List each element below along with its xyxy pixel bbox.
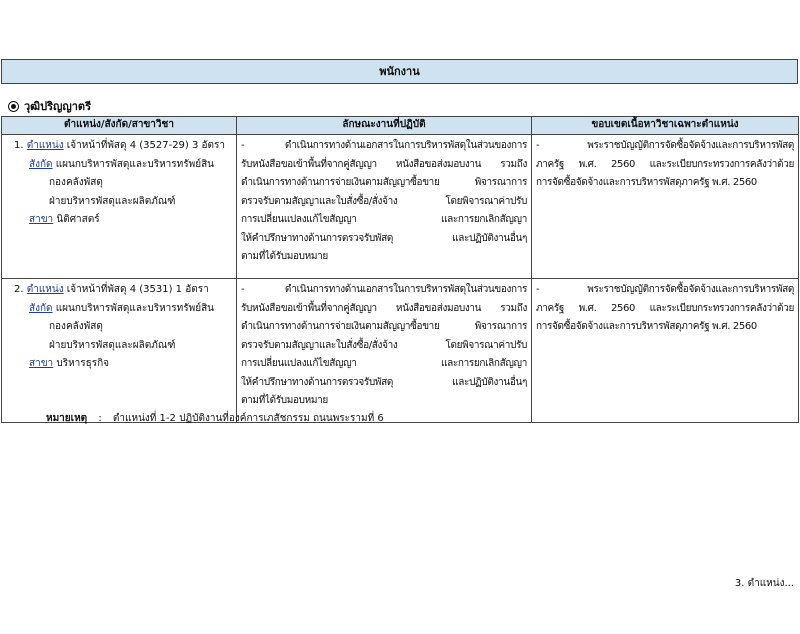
field-label: สาขา [29, 214, 54, 225]
header-position: ตำแหน่ง/สังกัด/สาขาวิชา [2, 117, 237, 135]
header-scope: ขอบเขตเนื้อหาวิชาเฉพาะตำแหน่ง [532, 117, 799, 135]
duties-line: ตรวจรับตามสัญญาและใบสั่งซื้อ/สั่งจ้าง โดยพิจารณาค่าปรับ [241, 195, 527, 207]
scope-line: การจัดซื้อจัดจ้างและการบริหารพัสดุภาครัฐ พ.ศ. 2560 [536, 321, 757, 332]
remark [46, 411, 384, 426]
position-cell [2, 135, 237, 279]
header-duties: ลักษณะงานที่ปฏิบัติ [237, 117, 532, 135]
duties-cell [237, 279, 532, 423]
position-value: เจ้าหน้าที่พัสดุ 4 (3527-29) 3 อัตรา [66, 140, 226, 151]
scope-line: - พระราชบัญญัติการจัดซื้อจัดจ้างและการบริหารพัสดุ [536, 284, 794, 295]
field-value: บริหารธุรกิจ [56, 358, 110, 369]
affiliation-label: สังกัด [29, 302, 53, 314]
page-continuation: 3. ตำแหน่ง... [734, 578, 794, 589]
position-line [6, 137, 232, 156]
field-value: นิติศาสตร์ [56, 214, 100, 225]
duties-line: - ดำเนินการทางด้านเอกสารในการบริหารพัสดุในส่วนของการ [241, 284, 527, 295]
degree-heading [8, 98, 91, 114]
affiliation-line [6, 300, 232, 319]
duties-cell [237, 135, 532, 279]
row-index: 2. [14, 284, 24, 295]
affiliation-line: ฝ่ายบริหารพัสดุและผลิตภัณฑ์ [49, 195, 176, 207]
duties-line: รับหนังสือขอเข้าพื้นที่จากคู่สัญญา หนังสือขอส่งมอบงาน รวมถึง [241, 302, 527, 314]
affiliation-line: ฝ่ายบริหารพัสดุและผลิตภัณฑ์ [49, 339, 176, 351]
affiliation-line: กองคลังพัสดุ [49, 321, 103, 332]
field-line [6, 211, 232, 230]
affiliation-label: สังกัด [29, 158, 53, 170]
duties-line: ให้คำปรึกษาทางด้านการตรวจรับพัสดุ และปฏิบัติงานอื่นๆ [241, 232, 527, 244]
duties-line: การเปลี่ยนแปลงแก้ไขสัญญา และการยกเลิกสัญญา [241, 358, 527, 369]
field-label: สาขา [29, 358, 54, 369]
scope-line: ภาครัฐ พ.ศ. 2560 และระเบียบกระทรวงการคลังว่าด้วย [536, 158, 794, 170]
position-label: ตำแหน่ง [26, 284, 64, 295]
position-table [1, 116, 799, 423]
field-line [6, 355, 232, 374]
duties-line: ให้คำปรึกษาทางด้านการตรวจรับพัสดุ และปฏิบัติงานอื่นๆ [241, 376, 527, 388]
duties-line: ตามที่ได้รับมอบหมาย [241, 251, 328, 262]
remark-separator: : [98, 413, 102, 424]
affiliation-value: แผนกบริหารพัสดุและบริหารทรัพย์สิน [55, 302, 215, 314]
position-label: ตำแหน่ง [26, 140, 64, 151]
scope-line: - พระราชบัญญัติการจัดซื้อจัดจ้างและการบริหารพัสดุ [536, 140, 794, 151]
scope-cell [532, 135, 799, 279]
row-index: 1. [14, 140, 24, 151]
duties-line: - ดำเนินการทางด้านเอกสารในการบริหารพัสดุในส่วนของการ [241, 140, 527, 151]
position-cell [2, 279, 237, 423]
scope-cell [532, 279, 799, 423]
duties-line: การเปลี่ยนแปลงแก้ไขสัญญา และการยกเลิกสัญญา [241, 214, 527, 225]
duties-line: ตรวจรับตามสัญญาและใบสั่งซื้อ/สั่งจ้าง โดยพิจารณาค่าปรับ [241, 339, 527, 351]
scope-line: การจัดซื้อจัดจ้างและการบริหารพัสดุภาครัฐ พ.ศ. 2560 [536, 177, 757, 188]
position-line [6, 281, 232, 300]
position-value: เจ้าหน้าที่พัสดุ 4 (3531) 1 อัตรา [66, 284, 209, 295]
affiliation-line: กองคลังพัสดุ [49, 177, 103, 188]
affiliation-value: แผนกบริหารพัสดุและบริหารทรัพย์สิน [55, 158, 215, 170]
affiliation-line [6, 156, 232, 175]
duties-line: รับหนังสือขอเข้าพื้นที่จากคู่สัญญา หนังสือขอส่งมอบงาน รวมถึง [241, 158, 527, 170]
table-header-row [2, 117, 799, 135]
remark-text: ตำแหน่งที่ 1-2 ปฏิบัติงานที่องค์การเภสัชกรรม ถนนพระรามที่ 6 [112, 413, 384, 424]
scope-line: ภาครัฐ พ.ศ. 2560 และระเบียบกระทรวงการคลังว่าด้วย [536, 302, 794, 314]
duties-line: ตามที่ได้รับมอบหมาย [241, 395, 328, 406]
duties-line: ดำเนินการทางด้านการจ่ายเงินตามสัญญาซื้อขาย พิจารณาการ [241, 177, 527, 188]
degree-heading-label: วุฒิปริญญาตรี [24, 100, 91, 113]
section-banner: พนักงาน [1, 59, 798, 84]
remark-label: หมายเหตุ [46, 413, 88, 424]
radio-bullet-icon [8, 101, 19, 112]
duties-line: ดำเนินการทางด้านการจ่ายเงินตามสัญญาซื้อขาย พิจารณาการ [241, 321, 527, 332]
table-row [2, 279, 799, 423]
table-row [2, 135, 799, 279]
